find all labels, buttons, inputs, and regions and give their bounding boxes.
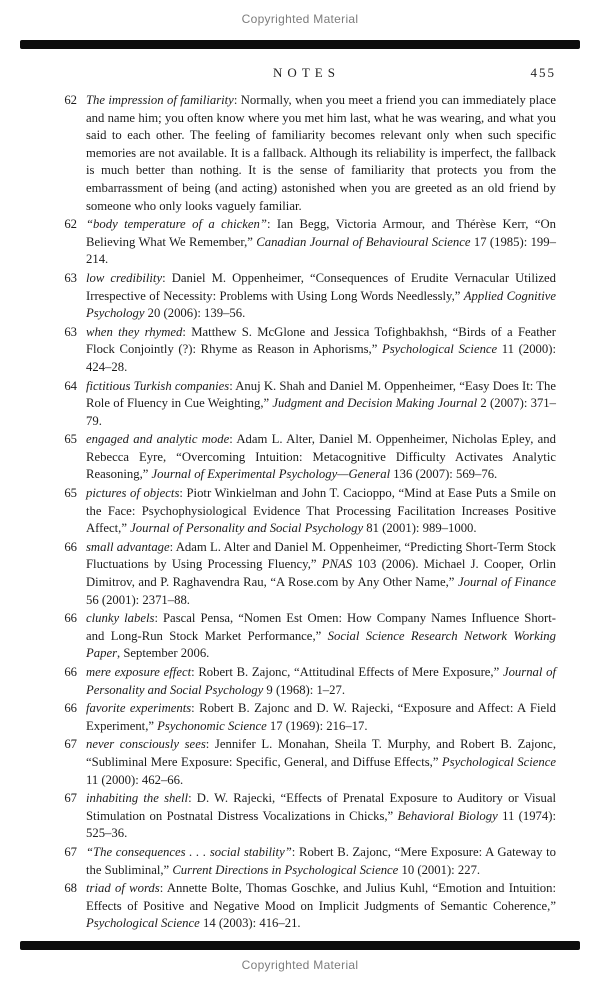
note-page-ref: 66 [64,611,77,626]
note-page-ref: 64 [64,378,77,393]
note-page-ref: 68 [64,881,77,896]
note-italic-segment: Psychonomic Science [157,718,267,733]
note-plain-segment: 17 (1969): 216–17. [266,718,368,733]
note-text [86,92,556,215]
note-page-ref: 67 [64,844,77,859]
note-italic-segment: Journal of Personality and Social Psychology [86,665,556,697]
note-plain-segment: 136 (2007): 569–76. [390,467,498,482]
note-plain-segment: : Matthew S. McGlone and Jessica Tofighbakhsh, “Birds of a Feather Flock Conjointly (?): Rhyme as Reason in Aphorisms,” [86,324,556,357]
note-text [86,431,556,484]
copyright-notice-top: Copyrighted Material [241,12,359,26]
note-item [57,664,556,699]
book-cover-edge-top [20,40,580,49]
page-header [57,65,556,83]
note-item [57,431,556,484]
note-page-ref: 65 [64,432,77,447]
note-italic-segment: favorite experiments [86,701,192,716]
note-italic-segment: Current Directions in Psychological Science [172,862,399,877]
note-italic-segment: The impression of familiarity [86,93,234,107]
note-italic-segment: fictitious Turkish companies [86,378,230,393]
section-title: NOTES [273,65,340,80]
note-item [57,880,556,933]
note-plain-segment: : D. W. Rajecki, “Effects of Prenatal Exposure to Auditory or Visual Stimulation on Postnatal Distress Vocalizations in Chicks,” [86,791,556,823]
note-plain-segment: : Adam L. Alter, Daniel M. Oppenheimer, Nicholas Epley, and Rebecca Eyre, “Overcoming Intuition: Metacognitive Difficulty Activates Analytic Reasoning,” [86,432,556,482]
note-page-ref: 62 [64,93,77,107]
note-item [57,610,556,663]
note-plain-segment: 11 (1974): 525–36. [86,808,556,841]
note-text [86,844,556,879]
note-plain-segment: 20 (2006): 139–56. [144,306,246,321]
note-item [57,378,556,431]
note-page-ref: 65 [64,486,77,501]
note-item [57,700,556,735]
note-italic-segment: when they rhymed [86,324,183,339]
note-page-ref: 67 [64,791,77,806]
note-text [86,790,556,843]
note-italic-segment: “body temperature of a chicken” [86,217,267,232]
note-plain-segment: 2 (2007): 371–79. [86,396,556,428]
note-plain-segment: : Robert B. Zajonc and D. W. Rajecki, “Exposure and Affect: A Field Experiment,” [86,701,556,733]
note-text [86,378,556,431]
note-italic-segment: small advantage [86,539,170,554]
note-italic-segment: clunky labels [86,611,155,626]
note-text [86,610,556,663]
note-item [57,539,556,609]
note-page-ref: 66 [64,539,77,554]
note-italic-segment: Canadian Journal of Behavioural Science [256,234,471,249]
note-italic-segment: PNAS [321,557,353,572]
note-italic-segment: engaged and analytic mode [86,432,230,447]
note-italic-segment: Journal of Personality and Social Psychology [130,521,364,536]
note-plain-segment: 10 (2001): 227. [398,862,481,877]
note-plain-segment: 11 (2000): 424–28. [86,342,556,374]
note-page-ref: 62 [64,217,77,232]
page-number: 455 [530,65,556,80]
note-page-ref: 66 [64,701,77,716]
note-item [57,92,556,215]
note-item [57,790,556,843]
note-italic-segment: Psychological Science [381,342,498,357]
note-plain-segment: : Robert B. Zajonc, “Mere Exposure: A Gateway to the Subliminal,” [86,844,556,877]
note-text [86,324,556,377]
note-italic-segment: low credibility [86,270,163,285]
note-plain-segment: : Jennifer L. Monahan, Sheila T. Murphy, and Robert B. Zajonc, “Subliminal Mere Exposure: Specific, General, and Diffuse Effects,” [86,737,556,769]
note-plain-segment: : Daniel M. Oppenheimer, “Consequences of Erudite Vernacular Utilized Irrespective of Necessity: Problems with Using Long Words Needlessly,” [86,270,556,303]
note-italic-segment: pictures of objects [86,486,180,501]
note-page-ref: 67 [64,737,77,752]
note-item [57,270,556,323]
note-italic-segment: Social Science Research Network Working Paper [86,628,556,661]
note-italic-segment: triad of words [86,881,160,896]
note-page-ref: 66 [64,665,77,679]
note-text [86,664,556,699]
note-italic-segment: “The consequences . . . social stability” [86,844,292,859]
note-text [86,270,556,323]
note-plain-segment: 11 (2000): 462–66. [86,772,184,787]
copyright-notice-bottom: Copyrighted Material [241,958,359,972]
note-italic-segment: Behavioral Biology [397,808,498,823]
note-italic-segment: Psychological Science [441,754,556,769]
note-plain-segment: : Annette Bolte, Thomas Goschke, and Julius Kuhl, “Emotion and Intuition: Effects of Positive and Negative Mood on Implicit Judgments of Semantic Coherence,” [86,881,556,913]
note-plain-segment: : Ian Begg, Victoria Armour, and Thérèse Kerr, “On Believing What We Remember,” [86,217,556,249]
note-plain-segment: 14 (2003): 416–21. [199,916,301,931]
note-italic-segment: never consciously sees [86,737,206,752]
note-text [86,700,556,735]
note-plain-segment: : Normally, when you meet a friend you can immediately place and name him; you often know where you met him last, what he was wearing, and what you said to each other. The feeling of familiarity becomes relevant only when such specific memories are not available. It is a fallback. Although its reliability is imperfect, the fallback is much better than nothing. It is the sense of familiarity that protects you from the embarrassment of being (and acting) astonished when you are greeted as an old friend by someone who only looks vaguely familiar. [86,93,557,213]
note-plain-segment: 56 (2001): 2371–88. [86,592,190,607]
note-page-ref: 63 [64,324,77,339]
note-italic-segment: Psychological Science [86,916,200,931]
note-plain-segment: 81 (2001): 989–1000. [363,521,477,536]
note-text [86,736,556,789]
note-italic-segment: Journal of Finance [457,575,556,590]
note-plain-segment: : Robert B. Zajonc, “Attitudinal Effects of Mere Exposure,” [191,665,503,679]
note-item [57,844,556,879]
note-plain-segment: : Adam L. Alter and Daniel M. Oppenheimer, “Predicting Short-Term Stock Fluctuations by Using Processing Fluency,” [86,539,556,572]
note-plain-segment: 103 (2006). Michael J. Cooper, Orlin Dimitrov, and P. Raghavendra Rau, “A Rose.com by Any Other Name,” [86,557,556,590]
note-italic-segment: Applied Cognitive Psychology [86,288,557,321]
note-plain-segment: , September 2006. [117,646,210,661]
note-text [86,880,556,933]
note-text [86,216,556,269]
note-item [57,216,556,269]
note-plain-segment: : Anuj K. Shah and Daniel M. Oppenheimer, “Easy Does It: The Role of Fluency in Cue Weighting,” [86,378,557,411]
note-italic-segment: inhabiting the shell [86,791,189,806]
note-page-ref: 63 [64,270,77,285]
note-plain-segment: 17 (1985): 199–214. [86,234,556,267]
note-plain-segment: 9 (1968): 1–27. [263,682,346,697]
note-item [57,736,556,789]
note-italic-segment: mere exposure effect [86,665,192,679]
note-plain-segment: : Piotr Winkielman and John T. Cacioppo, “Mind at Ease Puts a Smile on the Face: Psychophysiological Evidence That Processing Facilitation Increases Positive Affect,” [86,486,557,536]
note-text [86,539,556,609]
note-item [57,324,556,377]
note-text [86,485,556,538]
notes-list [57,92,556,934]
note-italic-segment: Judgment and Decision Making Journal [272,396,478,411]
note-plain-segment: : Pascal Pensa, “Nomen Est Omen: How Company Names Influence Short- and Long-Run Stock Market Performance,” [86,611,557,643]
note-item [57,485,556,538]
note-italic-segment: Journal of Experimental Psychology—General [151,467,391,482]
book-cover-edge-bottom [20,941,580,950]
